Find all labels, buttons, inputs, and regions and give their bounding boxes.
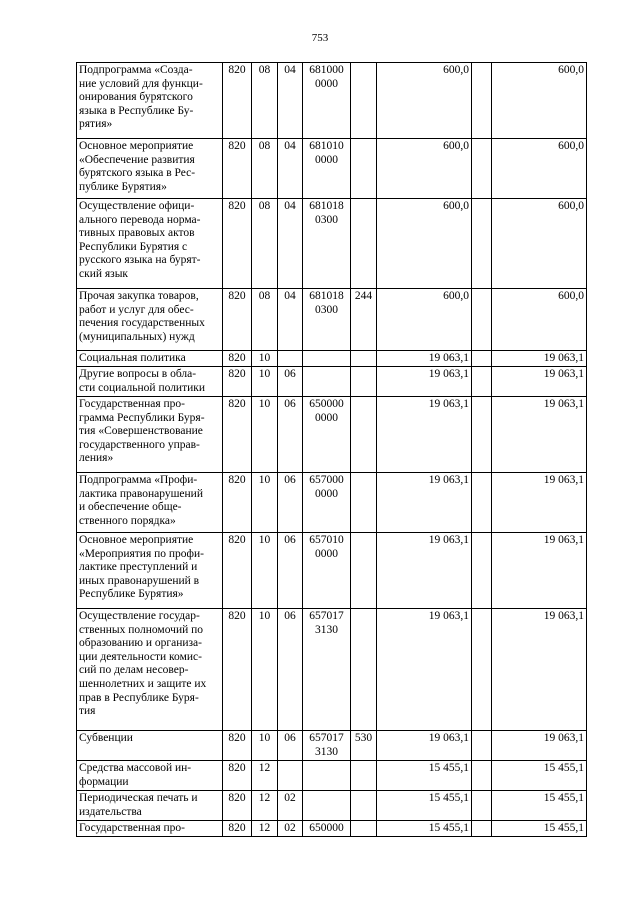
sum-year-2: 600,0 [492,139,587,199]
ministry-code: 820 [223,791,252,821]
table-row [77,397,587,473]
ministry-code: 820 [223,761,252,791]
table-row [77,199,587,289]
section-code: 12 [252,821,278,837]
section-code: 12 [252,761,278,791]
article-code: 681000 0000 [303,63,351,139]
sum-year-1: 19 063,1 [377,473,472,533]
expense-type-code [351,139,377,199]
expense-type-code [351,367,377,397]
subsection-code: 06 [278,473,303,533]
row-name: Периодическая печать и издательства [77,791,223,821]
row-name: Осуществление государ- ственных полномочий по образованию и организа- ции деятельности комис- сий по делам несовер- шеннолетних и защите их прав в Республике Буря- тия [77,609,223,731]
table-row [77,761,587,791]
ministry-code: 820 [223,609,252,731]
table-row [77,367,587,397]
sum-year-1: 19 063,1 [377,731,472,761]
row-name: Средства массовой ин- формации [77,761,223,791]
blank-cell [472,821,492,837]
table-row [77,533,587,609]
blank-cell [472,367,492,397]
ministry-code: 820 [223,397,252,473]
section-code: 10 [252,473,278,533]
sum-year-1: 19 063,1 [377,609,472,731]
ministry-code: 820 [223,731,252,761]
article-code: 650000 0000 [303,397,351,473]
row-name: Государственная про- грамма Республики Буря- тия «Совершенствование государственного управ- ления» [77,397,223,473]
blank-cell [472,533,492,609]
sum-year-1: 600,0 [377,199,472,289]
expense-type-code [351,761,377,791]
sum-year-2: 19 063,1 [492,367,587,397]
sum-year-2: 19 063,1 [492,731,587,761]
row-name: Прочая закупка товаров, работ и услуг для обес- печения государственных (муниципальных) нужд [77,289,223,351]
sum-year-1: 15 455,1 [377,821,472,837]
sum-year-2: 15 455,1 [492,821,587,837]
expense-type-code [351,473,377,533]
ministry-code: 820 [223,199,252,289]
sum-year-2: 15 455,1 [492,791,587,821]
expense-type-code [351,609,377,731]
section-code: 08 [252,289,278,351]
sum-year-2: 600,0 [492,63,587,139]
table-row [77,289,587,351]
subsection-code: 06 [278,367,303,397]
row-name: Осуществление офици- ального перевода норма- тивных правовых актов Республики Бурятия с русского языка на бурят- ский язык [77,199,223,289]
section-code: 08 [252,63,278,139]
table-row [77,821,587,837]
subsection-code [278,761,303,791]
article-code: 650000 [303,821,351,837]
subsection-code: 04 [278,289,303,351]
ministry-code: 820 [223,533,252,609]
row-name: Государственная про- [77,821,223,837]
sum-year-1: 15 455,1 [377,761,472,791]
article-code [303,351,351,367]
ministry-code: 820 [223,351,252,367]
section-code: 10 [252,367,278,397]
blank-cell [472,289,492,351]
table-row [77,139,587,199]
sum-year-1: 19 063,1 [377,351,472,367]
sum-year-2: 600,0 [492,199,587,289]
blank-cell [472,609,492,731]
subsection-code: 04 [278,139,303,199]
blank-cell [472,473,492,533]
sum-year-2: 19 063,1 [492,351,587,367]
sum-year-1: 600,0 [377,63,472,139]
subsection-code: 06 [278,533,303,609]
expense-type-code [351,351,377,367]
table-row [77,351,587,367]
table-row [77,63,587,139]
section-code: 08 [252,139,278,199]
table-body [77,63,587,837]
row-name: Другие вопросы в обла- сти социальной политики [77,367,223,397]
expense-type-code: 244 [351,289,377,351]
sum-year-1: 600,0 [377,289,472,351]
article-code: 657010 0000 [303,533,351,609]
table-row [77,609,587,731]
budget-table [76,62,587,837]
row-name: Основное мероприятие «Мероприятия по профи- лактике преступлений и иных правонарушений в Республике Бурятия» [77,533,223,609]
ministry-code: 820 [223,367,252,397]
sum-year-2: 19 063,1 [492,397,587,473]
sum-year-2: 19 063,1 [492,609,587,731]
subsection-code: 04 [278,199,303,289]
expense-type-code [351,397,377,473]
ministry-code: 820 [223,289,252,351]
subsection-code: 04 [278,63,303,139]
row-name: Субвенции [77,731,223,761]
section-code: 10 [252,731,278,761]
section-code: 10 [252,351,278,367]
article-code [303,791,351,821]
row-name: Социальная политика [77,351,223,367]
expense-type-code [351,533,377,609]
blank-cell [472,199,492,289]
sum-year-2: 19 063,1 [492,473,587,533]
sum-year-1: 15 455,1 [377,791,472,821]
blank-cell [472,139,492,199]
section-code: 08 [252,199,278,289]
ministry-code: 820 [223,473,252,533]
ministry-code: 820 [223,139,252,199]
expense-type-code [351,821,377,837]
subsection-code: 06 [278,731,303,761]
subsection-code: 06 [278,397,303,473]
subsection-code: 02 [278,791,303,821]
expense-type-code [351,199,377,289]
row-name: Подпрограмма «Созда- ние условий для функци- онирования бурятского языка в Республике Бу- рятия» [77,63,223,139]
article-code [303,367,351,397]
sum-year-1: 19 063,1 [377,397,472,473]
expense-type-code [351,791,377,821]
sum-year-2: 15 455,1 [492,761,587,791]
section-code: 10 [252,609,278,731]
blank-cell [472,761,492,791]
article-code: 657017 3130 [303,609,351,731]
blank-cell [472,397,492,473]
section-code: 12 [252,791,278,821]
blank-cell [472,791,492,821]
sum-year-1: 19 063,1 [377,367,472,397]
article-code: 681018 0300 [303,199,351,289]
section-code: 10 [252,533,278,609]
row-name: Подпрограмма «Профи- лактика правонарушений и обеспечение обще- ственного порядка» [77,473,223,533]
expense-type-code [351,63,377,139]
row-name: Основное мероприятие «Обеспечение развития бурятского языка в Рес- публике Бурятия» [77,139,223,199]
sum-year-1: 600,0 [377,139,472,199]
ministry-code: 820 [223,821,252,837]
sum-year-2: 600,0 [492,289,587,351]
ministry-code: 820 [223,63,252,139]
expense-type-code: 530 [351,731,377,761]
subsection-code: 02 [278,821,303,837]
table-row [77,731,587,761]
subsection-code [278,351,303,367]
blank-cell [472,63,492,139]
article-code: 657017 3130 [303,731,351,761]
blank-cell [472,731,492,761]
article-code [303,761,351,791]
article-code: 681018 0300 [303,289,351,351]
table-row [77,473,587,533]
sum-year-1: 19 063,1 [377,533,472,609]
page-number: 753 [311,32,329,44]
blank-cell [472,351,492,367]
article-code: 681010 0000 [303,139,351,199]
article-code: 657000 0000 [303,473,351,533]
sum-year-2: 19 063,1 [492,533,587,609]
section-code: 10 [252,397,278,473]
table-row [77,791,587,821]
subsection-code: 06 [278,609,303,731]
